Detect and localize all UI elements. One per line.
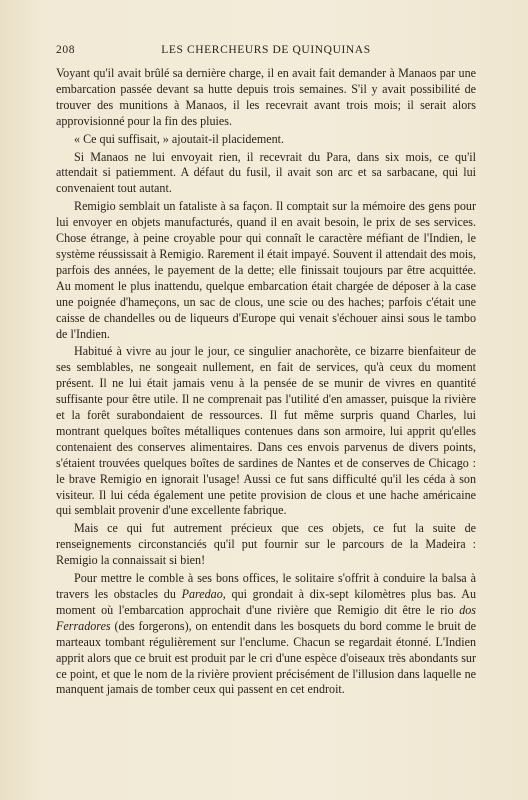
running-title: LES CHERCHEURS DE QUINQUINAS bbox=[161, 44, 371, 56]
italic-place-name: Paredao, bbox=[181, 587, 226, 601]
paragraph-text: Pour mettre le comble à ses bons offices, le solitaire s'offrit à conduire la balsa à travers les obstacles du bbox=[56, 571, 476, 601]
page-body bbox=[56, 66, 476, 698]
paragraph: Si Manaos ne lui envoyait rien, il recevrait du Para, dans six mois, ce qu'il attendait si patiemment. A défaut du fusil, il avait son arc et sa sarbacane, qui lui convenaient tout autant. bbox=[56, 149, 476, 196]
paragraph: Habitué à vivre au jour le jour, ce singulier anachorète, ce bizarre bienfaiteur de ses semblables, ne songeait nullement, en fait de services, qu'à ceux du moment présent. Il ne lui était jamais venu à la pensée de se munir de vivres en quantité suffisante pour être utile. Il ne comprenait pas l'utilité d'en amasser, puisque la rivière et la forêt surabondaient de ressources. Il fut même surpris quand Charles, lui montrant quelques boîtes métalliques contenues dans son armoire, lui apprit qu'elles contenaient des conserves alimentaires. Dans ces envois parvenus de divers points, s'étaient trouvées quelques boîtes de sardines de Nantes et de conserves de Chicago : le brave Remigio en ignorait l'usage! Aussi ce fut sans difficulté qu'il les céda à son visiteur. Il lui céda également une petite provision de clous et une hache américaine qui semblait provenir d'une excellente fabrique. bbox=[56, 344, 476, 518]
paragraph-last bbox=[56, 571, 476, 698]
paragraph: Remigio semblait un fataliste à sa façon. Il comptait sur la mémoire des gens pour lui envoyer en objets manufacturés, quand il en avait besoin, le prix de ses services. Chose étrange, à peine croyable pour qui connaît le caractère méfiant de l'Indien, le système réussissait à Remigio. Rarement il était impayé. Souvent il attendait des mois, parfois des années, le payement de la dette; elle finissait toujours par être acquittée. Au moment le plus inattendu, quelque embarcation était chargée de déposer à la case une poignée d'hameçons, un sac de clous, une scie ou des haches; parfois c'était une caisse de chandelles ou de liqueurs d'Europe qui venait s'échouer ainsi sous le tambo de l'Indien. bbox=[56, 199, 476, 341]
paragraph-text: qui grondait à dix-sept kilomètres plus bas. Au moment où l'embarcation approchait d'une rivière que Remigio dit être le rio bbox=[56, 587, 476, 617]
paragraph: Mais ce qui fut autrement précieux que ces objets, ce fut la suite de renseignements circonstanciés qu'il put fournir sur le parcours de la Madeira : Remigio la connaissait si bien! bbox=[56, 521, 476, 568]
page-header bbox=[56, 44, 476, 62]
italic-river-name: dos Ferradores bbox=[56, 602, 476, 633]
paragraph-text: (des forgerons), on entendit dans les bosquets du bord comme le bruit de marteaux tombant régulièrement sur l'enclume. Chacun se regardait étonné. L'Indien apprit alors que ce bruit est produit par le cri d'une espèce d'oiseaux très abondants sur ce point, et que le nom de la rivière provient précisément de l'illusion dans laquelle ne manquent jamais de tomber ceux qui passent en cet endroit. bbox=[56, 618, 476, 697]
paragraph: Voyant qu'il avait brûlé sa dernière charge, il en avait fait demander à Manaos par une embarcation passée devant sa hutte depuis trois semaines. S'il y avait possibilité de trouver des munitions à Manaos, il les recevrait avant trois mois; il serait alors approvisionné pour la fin des pluies. bbox=[56, 66, 476, 128]
paragraph: « Ce qui suffisait, » ajoutait-il placidement. bbox=[74, 131, 285, 146]
page-number: 208 bbox=[56, 44, 76, 56]
